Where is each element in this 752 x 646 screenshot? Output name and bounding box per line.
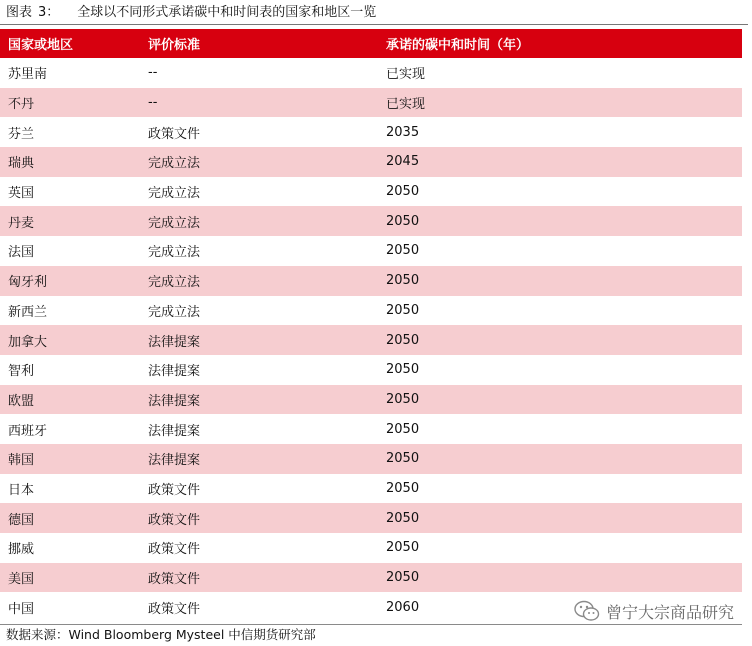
table-header-row xyxy=(0,29,742,58)
target-year-cell: 2050 xyxy=(378,503,742,533)
wechat-icon xyxy=(574,600,600,622)
region-cell: 挪威 xyxy=(8,542,35,558)
criterion-cell: 完成立法 xyxy=(140,266,378,296)
table-body xyxy=(0,58,742,622)
figure-caption xyxy=(6,4,376,22)
target-year-cell: 2050 xyxy=(378,325,742,355)
region-cell: 美国 xyxy=(0,563,140,593)
region-cell: 欧盟 xyxy=(0,385,140,415)
caption-divider xyxy=(0,24,748,25)
target-year-cell: 2045 xyxy=(378,147,742,177)
table-row xyxy=(0,414,742,444)
target-year-cell: 2050 xyxy=(386,362,420,378)
table-row xyxy=(0,533,742,563)
target-year-cell: 2050 xyxy=(378,206,742,236)
criterion-cell: -- xyxy=(148,65,158,81)
table-row xyxy=(0,355,742,385)
table-row xyxy=(0,385,742,415)
region-cell: 加拿大 xyxy=(0,325,140,355)
table-row xyxy=(0,325,742,355)
target-year-cell: 2060 xyxy=(386,599,420,615)
region-cell: 日本 xyxy=(8,482,35,498)
table-row xyxy=(0,147,742,177)
criterion-cell: 法律提案 xyxy=(140,325,378,355)
criterion-cell: 法律提案 xyxy=(140,444,378,474)
criterion-cell: 法律提案 xyxy=(148,364,201,380)
criterion-cell: 政策文件 xyxy=(140,503,378,533)
criterion-cell: 政策文件 xyxy=(148,482,201,498)
table-row xyxy=(0,503,742,533)
criterion-cell: 法律提案 xyxy=(148,423,201,439)
target-year-cell: 2035 xyxy=(386,124,420,140)
region-cell: 中国 xyxy=(8,601,35,617)
region-cell: 匈牙利 xyxy=(0,266,140,296)
table-row xyxy=(0,474,742,504)
criterion-cell: 法律提案 xyxy=(140,385,378,415)
table-row xyxy=(0,444,742,474)
table-row xyxy=(0,266,742,296)
region-cell: 韩国 xyxy=(0,444,140,474)
region-cell: 法国 xyxy=(8,245,35,261)
criterion-cell: 完成立法 xyxy=(148,245,201,261)
criterion-cell: 政策文件 xyxy=(148,601,201,617)
criterion-cell: 政策文件 xyxy=(140,563,378,593)
region-cell: 丹麦 xyxy=(0,206,140,236)
region-cell: 英国 xyxy=(8,186,35,202)
caption-number: 3： xyxy=(38,5,60,20)
criterion-cell: 完成立法 xyxy=(140,206,378,236)
watermark xyxy=(574,598,734,624)
table-row xyxy=(0,236,742,266)
target-year-cell: 2050 xyxy=(378,385,742,415)
target-year-cell: 2050 xyxy=(378,563,742,593)
caption-label: 图表 xyxy=(6,5,33,20)
target-year-cell: 2050 xyxy=(378,266,742,296)
target-year-cell: 2050 xyxy=(386,302,420,318)
caption-title: 全球以不同形式承诺碳中和时间表的国家和地区一览 xyxy=(77,5,377,20)
table-row xyxy=(0,58,742,88)
target-year-cell: 2050 xyxy=(386,480,420,496)
region-cell: 瑞典 xyxy=(0,147,140,177)
region-cell: 不丹 xyxy=(0,88,140,118)
table-row xyxy=(0,177,742,207)
criterion-cell: 完成立法 xyxy=(140,147,378,177)
carbon-neutrality-table xyxy=(0,29,742,622)
target-year-cell: 2050 xyxy=(386,540,420,556)
target-year-cell: 2050 xyxy=(386,421,420,437)
table-row xyxy=(0,563,742,593)
target-year-cell: 已实现 xyxy=(378,88,742,118)
region-cell: 芬兰 xyxy=(8,126,35,142)
column-header-target-year: 承诺的碳中和时间（年） xyxy=(378,29,742,58)
watermark-text: 曾宁大宗商品研究 xyxy=(605,602,734,622)
region-cell: 西班牙 xyxy=(8,423,48,439)
table-row xyxy=(0,88,742,118)
column-header-region: 国家或地区 xyxy=(0,29,140,58)
table-row xyxy=(0,296,742,326)
table-row xyxy=(0,117,742,147)
region-cell: 新西兰 xyxy=(8,304,48,320)
criterion-cell: -- xyxy=(140,88,378,118)
column-header-criterion: 评价标准 xyxy=(140,29,378,58)
data-source-note: 数据来源：Wind Bloomberg Mysteel 中信期货研究部 xyxy=(6,627,316,642)
region-cell: 苏里南 xyxy=(8,67,48,83)
table-row xyxy=(0,206,742,236)
region-cell: 德国 xyxy=(0,503,140,533)
target-year-cell: 2050 xyxy=(386,243,420,259)
region-cell: 智利 xyxy=(8,364,35,380)
table-bottom-divider xyxy=(0,624,742,625)
criterion-cell: 政策文件 xyxy=(148,126,201,142)
criterion-cell: 完成立法 xyxy=(148,304,201,320)
criterion-cell: 政策文件 xyxy=(148,542,201,558)
target-year-cell: 2050 xyxy=(378,444,742,474)
criterion-cell: 完成立法 xyxy=(148,186,201,202)
target-year-cell: 已实现 xyxy=(386,67,426,83)
target-year-cell: 2050 xyxy=(386,184,420,200)
